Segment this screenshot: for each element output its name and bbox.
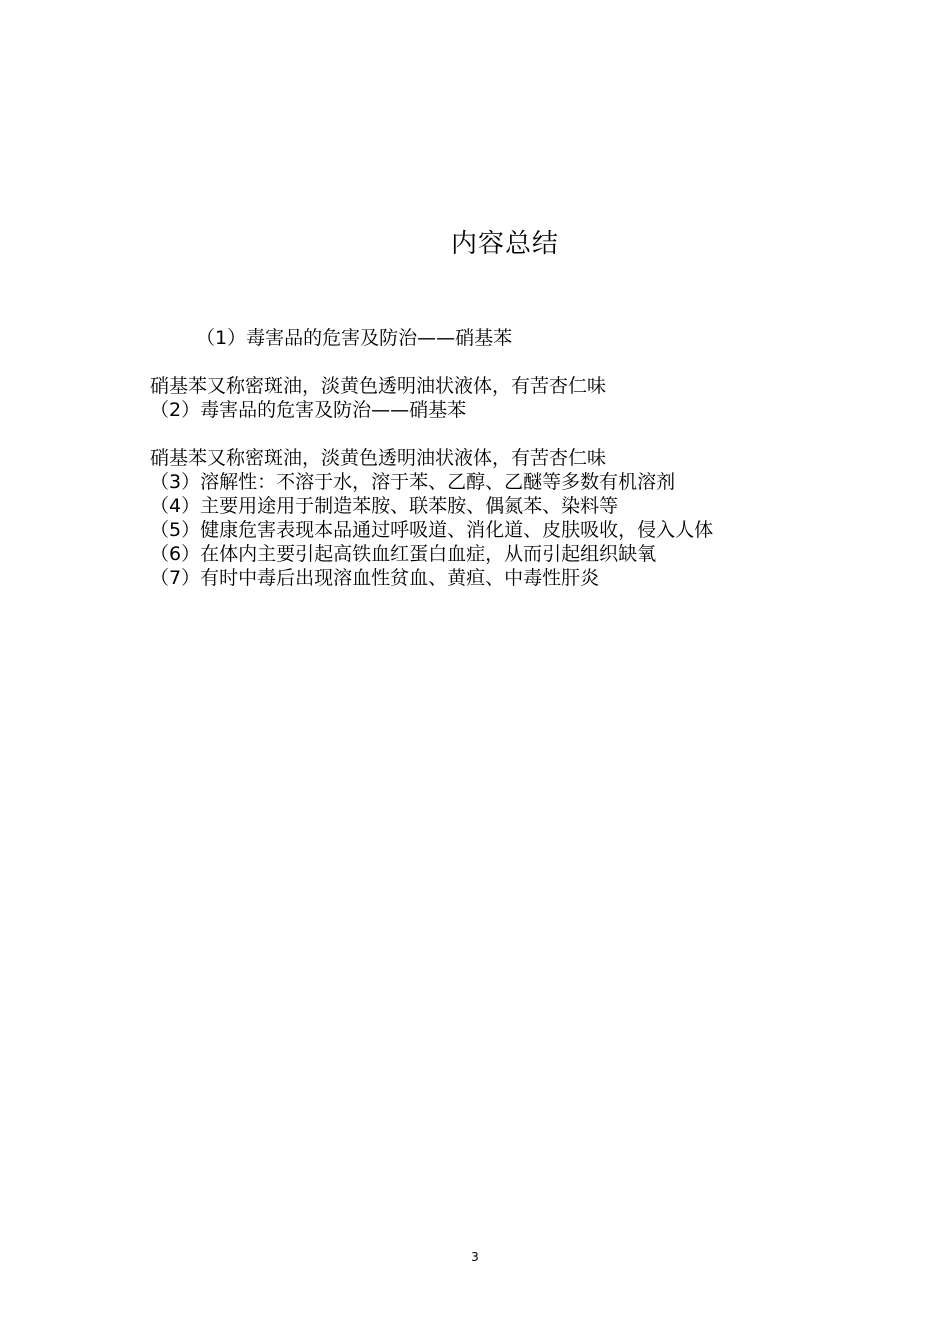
- paragraph-6: （4）主要用途用于制造苯胺、联苯胺、偶氮苯、染料等: [150, 495, 619, 517]
- paragraph-3: （2）毒害品的危害及防治——硝基苯: [150, 399, 467, 421]
- paragraph-2: 硝基苯又称密斑油，淡黄色透明油状液体，有苦杏仁味: [150, 375, 607, 397]
- paragraph-9: （7）有时中毒后出现溶血性贫血、黄疸、中毒性肝炎: [150, 567, 600, 589]
- paragraph-7: （5）健康危害表现本品通过呼吸道、消化道、皮肤吸收，侵入人体: [150, 519, 714, 541]
- paragraph-4: 硝基苯又称密斑油，淡黄色透明油状液体，有苦杏仁味: [150, 447, 607, 469]
- paragraph-1: （1）毒害品的危害及防治——硝基苯: [196, 327, 513, 349]
- page-number: 3: [471, 1250, 479, 1264]
- paragraph-gap: [150, 422, 870, 446]
- page-title: 内容总结: [450, 229, 559, 259]
- document-body: [150, 326, 870, 590]
- paragraph-gap: [150, 350, 870, 374]
- paragraph-8: （6）在体内主要引起高铁血红蛋白血症，从而引起组织缺氧: [150, 543, 657, 565]
- paragraph-5: （3）溶解性：不溶于水，溶于苯、乙醇、乙醚等多数有机溶剂: [150, 471, 676, 493]
